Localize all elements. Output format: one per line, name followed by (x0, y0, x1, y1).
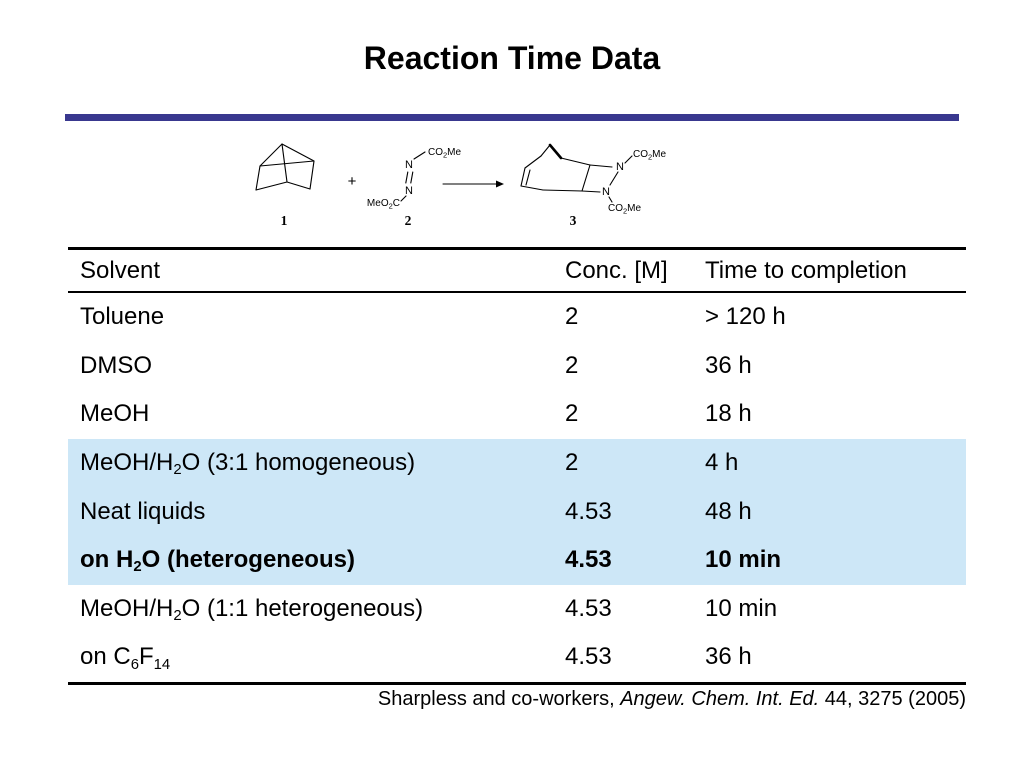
cell-solvent (68, 546, 565, 574)
text-fragment: O (heterogeneous) (141, 546, 355, 574)
dmad-n-bottom-atom: N (405, 185, 413, 197)
cell-time: 36 h (705, 643, 752, 671)
subscript-fragment: 2 (133, 559, 142, 576)
citation (378, 688, 966, 711)
dmad-bottom-ester-label: MeO$_2$C (366, 198, 400, 211)
compound-2-label: 2 (404, 213, 412, 228)
table-row (68, 585, 966, 634)
header-solvent: Solvent (80, 256, 161, 284)
text-fragment: MeOH/H (80, 449, 174, 477)
cell-time: 10 min (705, 594, 778, 622)
table-header-row (68, 250, 966, 293)
text-fragment: DMSO (80, 351, 152, 379)
table-row (68, 342, 966, 391)
reaction-table (68, 247, 966, 685)
title-divider (65, 114, 959, 121)
citation-journal: Angew. Chem. Int. Ed. (620, 688, 820, 710)
table-row (68, 536, 966, 585)
table-row (68, 390, 966, 439)
text-fragment: on H (80, 546, 134, 574)
table-row (68, 439, 966, 488)
text-fragment: MeOH/H (80, 594, 174, 622)
text-fragment: MeOH (80, 400, 150, 428)
cell-time: 18 h (705, 400, 752, 428)
compound-3-structure (521, 145, 667, 216)
subscript-fragment: 2 (173, 462, 182, 479)
cell-conc: 2 (565, 400, 579, 428)
cell-conc: 4.53 (565, 643, 612, 671)
product-n-bottom-atom: N (602, 186, 610, 198)
reaction-arrow (443, 181, 504, 188)
cell-time: 48 h (705, 497, 752, 525)
cell-time: 10 min (705, 546, 782, 574)
table-row (68, 293, 966, 342)
cell-solvent (68, 595, 565, 623)
cell-solvent (68, 352, 565, 380)
product-n-top-atom: N (616, 161, 624, 173)
compound-1-structure (256, 144, 314, 190)
cell-solvent (68, 303, 565, 331)
compound-2-structure (367, 147, 462, 211)
table-body (68, 293, 966, 682)
cell-time: 4 h (705, 449, 739, 477)
reaction-scheme (230, 130, 710, 242)
cell-conc: 2 (565, 303, 579, 331)
cell-conc: 4.53 (565, 497, 612, 525)
table-row (68, 487, 966, 536)
header-conc: Conc. [M] (565, 256, 668, 284)
dmad-top-ester-label: $CO_2Me$ (428, 147, 462, 160)
text-fragment: O (1:1 heterogeneous) (181, 594, 424, 622)
cell-solvent (68, 400, 565, 428)
subscript-fragment: 6 (130, 656, 139, 673)
text-fragment: Neat liquids (80, 497, 206, 525)
subscript-fragment: 14 (153, 656, 171, 673)
text-fragment: on C (80, 643, 131, 671)
dmad-n-top-atom: N (405, 159, 413, 171)
cell-solvent (68, 449, 565, 477)
cell-conc: 2 (565, 449, 579, 477)
text-fragment: F (138, 643, 154, 671)
cell-solvent (68, 643, 565, 671)
cell-solvent (68, 498, 565, 526)
header-time: Time to completion (705, 256, 907, 284)
plus-sign: + (347, 173, 357, 190)
product-bottom-ester-label: $CO_2Me$ (608, 203, 642, 216)
table-row (68, 633, 966, 682)
citation-fragment: 44, 3275 (2005) (819, 688, 966, 710)
cell-conc: 2 (565, 351, 579, 379)
text-fragment: Toluene (80, 303, 165, 331)
cell-conc: 4.53 (565, 594, 612, 622)
compound-1-label: 1 (280, 213, 288, 228)
cell-time: > 120 h (705, 303, 786, 331)
compound-3-label: 3 (569, 213, 577, 228)
product-top-ester-label: $CO_2Me$ (633, 149, 667, 162)
cell-conc: 4.53 (565, 546, 612, 574)
subscript-fragment: 2 (173, 608, 182, 625)
text-fragment: O (3:1 homogeneous) (181, 449, 416, 477)
citation-fragment: Sharpless and co-workers, (377, 688, 621, 710)
page-title: Reaction Time Data (363, 40, 661, 76)
cell-time: 36 h (705, 351, 752, 379)
